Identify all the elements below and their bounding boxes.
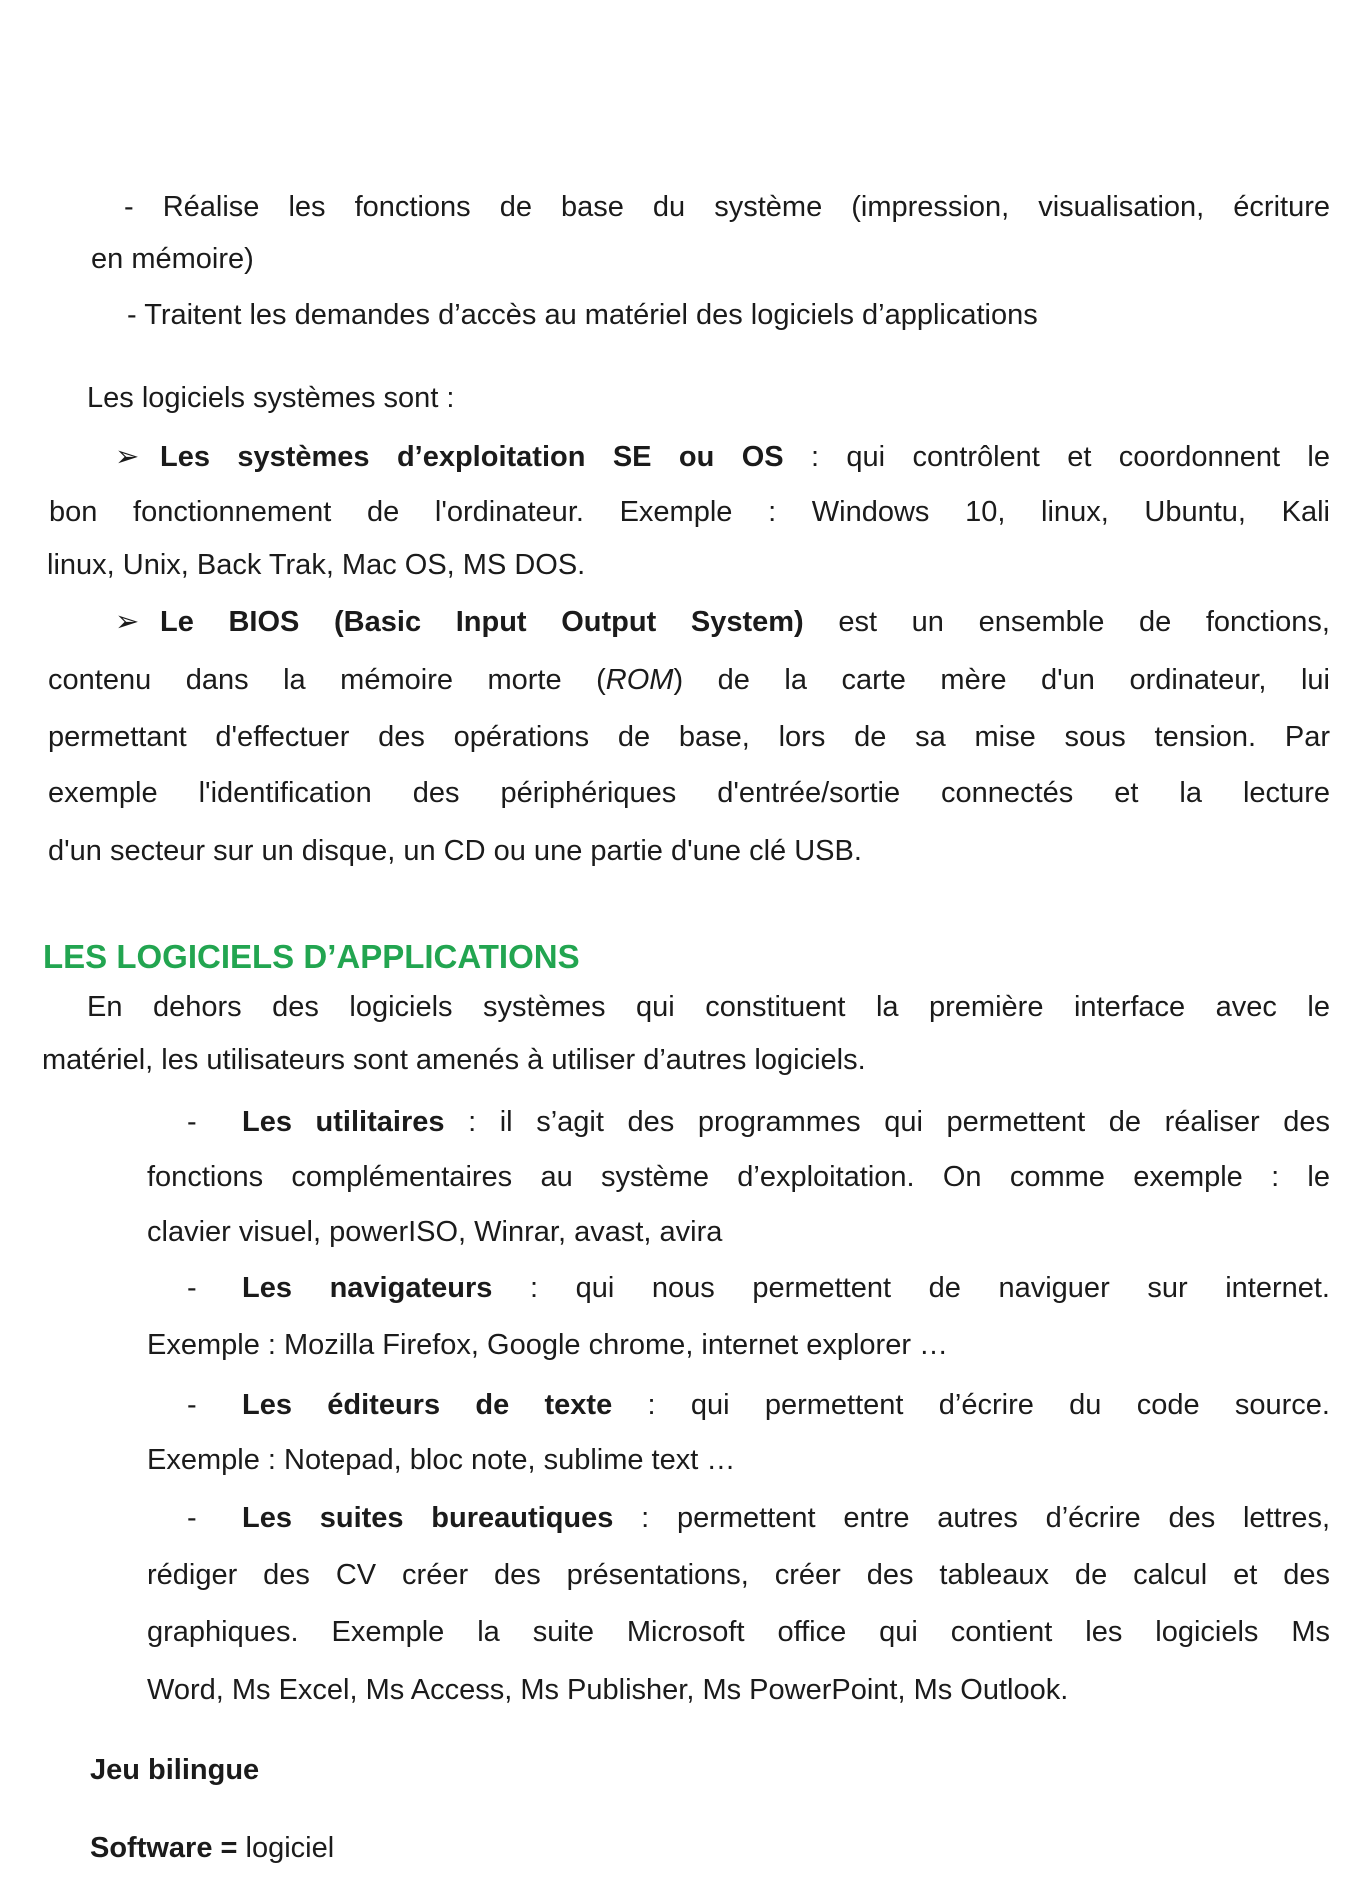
bold-run: Les utilitaires bbox=[242, 1106, 445, 1138]
dash-bullet: - bbox=[187, 1502, 197, 1534]
arrow-bullet-icon: ➢ bbox=[115, 441, 140, 473]
text-line: rédiger des CV créer des présentations, créer des tableaux de calcul et des bbox=[147, 1559, 1330, 1591]
text-line: permettant d'effectuer des opérations de base, lors de sa mise sous tension. Par bbox=[48, 721, 1330, 753]
text-run: : permettent entre autres d’écrire des lettres, bbox=[613, 1502, 1330, 1534]
text-line bbox=[90, 1831, 334, 1865]
text-line: Word, Ms Excel, Ms Access, Ms Publisher, Ms PowerPoint, Ms Outlook. bbox=[147, 1674, 1069, 1706]
dash-bullet: - bbox=[187, 1389, 197, 1421]
text-run: : qui nous permettent de naviguer sur internet. bbox=[492, 1272, 1330, 1304]
text-line: Exemple : Notepad, bloc note, sublime text … bbox=[147, 1444, 736, 1476]
text-line: bon fonctionnement de l'ordinateur. Exemple : Windows 10, linux, Ubuntu, Kali bbox=[49, 496, 1330, 528]
dash-bullet: - bbox=[187, 1272, 197, 1304]
subheading-jeu-bilingue bbox=[90, 1753, 259, 1787]
text-run: est un ensemble de fonctions, bbox=[803, 606, 1330, 638]
bold-run: Jeu bilingue bbox=[90, 1754, 260, 1786]
text-run: : il s’agit des programmes qui permettent de réaliser des bbox=[444, 1106, 1330, 1138]
bold-run: Les suites bureautiques bbox=[242, 1502, 614, 1534]
text-line: - Traitent les demandes d’accès au matériel des logiciels d’applications bbox=[127, 299, 1038, 331]
bold-run: Les systèmes d’exploitation SE ou OS bbox=[160, 441, 784, 473]
text-line bbox=[242, 1271, 1330, 1305]
text-line: linux, Unix, Back Trak, Mac OS, MS DOS. bbox=[47, 549, 586, 581]
text-run: ) de la carte mère d'un ordinateur, lui bbox=[673, 664, 1331, 696]
text-line bbox=[242, 1501, 1330, 1535]
text-line bbox=[242, 1388, 1330, 1422]
bold-run: Les éditeurs de texte bbox=[242, 1389, 613, 1421]
text-line bbox=[48, 663, 1330, 697]
text-line: Les logiciels systèmes sont : bbox=[87, 382, 455, 414]
text-run: contenu dans la mémoire morte ( bbox=[48, 664, 606, 696]
arrow-bullet-icon: ➢ bbox=[115, 606, 140, 638]
text-line: d'un secteur sur un disque, un CD ou une partie d'une clé USB. bbox=[48, 835, 862, 867]
text-line: graphiques. Exemple la suite Microsoft office qui contient les logiciels Ms bbox=[147, 1616, 1330, 1648]
text-line: matériel, les utilisateurs sont amenés à utiliser d’autres logiciels. bbox=[42, 1044, 866, 1076]
text-line: En dehors des logiciels systèmes qui constituent la première interface avec le bbox=[87, 991, 1330, 1023]
text-run: : qui permettent d’écrire du code source. bbox=[612, 1389, 1330, 1421]
text-run: logiciel bbox=[237, 1832, 335, 1864]
dash-bullet: - bbox=[187, 1106, 197, 1138]
section-heading-applications: LES LOGICIELS D’APPLICATIONS bbox=[43, 938, 580, 975]
text-line: Exemple : Mozilla Firefox, Google chrome, internet explorer … bbox=[147, 1329, 949, 1361]
bold-run: Le BIOS (Basic Input Output System) bbox=[160, 606, 804, 638]
text-line: clavier visuel, powerISO, Winrar, avast, avira bbox=[147, 1216, 723, 1248]
text-line bbox=[160, 605, 1330, 639]
text-line: exemple l'identification des périphériques d'entrée/sortie connectés et la lecture bbox=[48, 777, 1330, 809]
text-run: : qui contrôlent et coordonnent le bbox=[783, 441, 1330, 473]
italic-run: ROM bbox=[605, 664, 674, 696]
text-line bbox=[242, 1105, 1330, 1139]
bold-run: Les navigateurs bbox=[242, 1272, 493, 1304]
text-line: fonctions complémentaires au système d’exploitation. On comme exemple : le bbox=[147, 1161, 1330, 1193]
text-line bbox=[160, 440, 1330, 474]
bold-run: Software = bbox=[90, 1832, 238, 1864]
text-line: en mémoire) bbox=[91, 243, 254, 275]
text-line: - Réalise les fonctions de base du système (impression, visualisation, écriture bbox=[124, 191, 1330, 223]
